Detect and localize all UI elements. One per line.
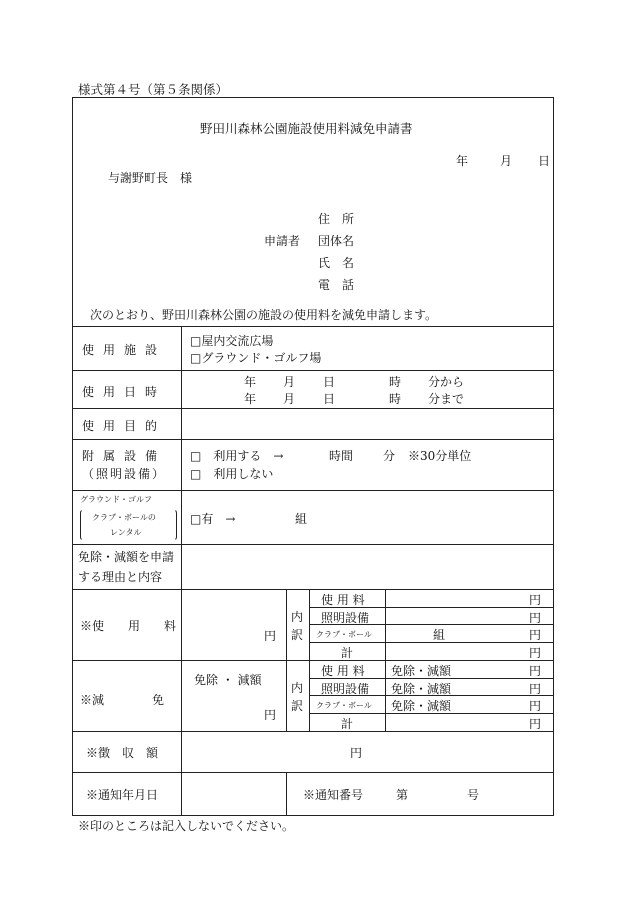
row-divider (72, 731, 554, 732)
breakdown-divider (309, 589, 310, 731)
applicant-group-label: 団体名 (318, 234, 355, 248)
equipment-sublabel: （照明設備） (82, 467, 167, 481)
fee-label: ※使 用 料 (80, 619, 177, 633)
collected-label: ※徴 収 額 (86, 746, 159, 760)
date-day: 日 (538, 154, 551, 168)
addressee: 与謝野町長 様 (108, 171, 193, 185)
datetime-start-day: 日 (323, 375, 336, 389)
reason-label-2: する理由と内容 (78, 570, 163, 584)
row-divider (72, 490, 554, 491)
applicant-label: 申請者 (264, 234, 301, 248)
equipment-label: 附属設備 (82, 449, 167, 463)
golf-sublabel-2: レンタル (110, 528, 142, 537)
notice-divider (286, 772, 287, 815)
exemption-label: ※減 免 (80, 693, 165, 707)
fee-item-yen: 円 (529, 593, 542, 607)
row-divider (72, 660, 554, 661)
golf-sets-unit: 組 (295, 512, 308, 526)
exemption-item-value: 免除・減額 (391, 699, 452, 713)
datetime-start-year: 年 (244, 375, 257, 389)
label-column-divider (181, 326, 182, 815)
exemption-breakdown-label-2: 訳 (291, 699, 304, 713)
footnote: ※印のところは記入しないでください。 (78, 819, 295, 833)
document-title: 野田川森林公園施設使用料減免申請書 (200, 121, 413, 136)
row-divider (72, 370, 554, 371)
datetime-end-minute: 分まで (428, 392, 465, 406)
application-statement: 次のとおり、野田川森林公園の施設の使用料を減免申請します。 (90, 308, 438, 322)
notice-number-label: ※通知番号 (303, 788, 364, 802)
frame-top (72, 97, 554, 98)
fee-breakdown-label-1: 内 (291, 610, 304, 624)
equipment-minutes: 分 (383, 449, 396, 463)
date-month: 月 (500, 154, 513, 168)
equipment-use-option[interactable]: □ 利用する → (190, 449, 284, 463)
exemption-item-name: 計 (341, 717, 354, 731)
datetime-start-minute: 分から (428, 375, 465, 389)
exemption-item-yen: 円 (529, 699, 542, 713)
golf-sublabel-1: クラブ・ボールの (92, 513, 156, 522)
reason-label-1: 免除・減額を申請 (78, 550, 175, 564)
fee-item-value: 組 (433, 628, 446, 642)
row-divider (72, 439, 554, 440)
applicant-phone-label: 電 話 (318, 278, 355, 292)
exemption-choice[interactable]: 免除 ・ 減額 (194, 673, 262, 687)
collected-yen: 円 (350, 746, 363, 760)
facility-option-golf[interactable]: □グラウンド・ゴルフ場 (190, 351, 322, 365)
datetime-end-hour: 時 (389, 392, 402, 406)
breakdown-row-line (309, 642, 554, 643)
exemption-item-name: 使 用 料 (321, 664, 365, 678)
fee-item-name: 照明設備 (321, 611, 370, 625)
frame-right (553, 97, 554, 816)
equipment-unit-note: ※30分単位 (408, 449, 472, 463)
fee-item-yen: 円 (529, 646, 542, 660)
fee-item-yen: 円 (529, 628, 542, 642)
applicant-address-label: 住 所 (318, 212, 355, 226)
row-divider (72, 408, 554, 409)
frame-left (72, 97, 73, 816)
exemption-total-yen: 円 (264, 708, 277, 722)
datetime-label: 使用日時 (82, 385, 167, 399)
equipment-hours: 時間 (329, 449, 354, 463)
fee-total-yen: 円 (264, 629, 277, 643)
fee-item-yen: 円 (529, 611, 542, 625)
exemption-item-value: 免除・減額 (391, 682, 452, 696)
golf-rental-option[interactable]: □有 → (190, 512, 236, 526)
exemption-item-value: 免除・減額 (391, 664, 452, 678)
notice-number-dai: 第 (396, 788, 409, 802)
fee-breakdown-label-2: 訳 (291, 628, 304, 642)
golf-label: グラウンド・ゴルフ (80, 495, 152, 504)
exemption-item-yen: 円 (529, 717, 542, 731)
exemption-item-yen: 円 (529, 664, 542, 678)
row-divider (72, 772, 554, 773)
breakdown-divider (385, 589, 386, 731)
exemption-item-yen: 円 (529, 682, 542, 696)
breakdown-divider (286, 589, 287, 731)
fee-item-name: 計 (341, 646, 354, 660)
notice-date-label: ※通知年月日 (86, 788, 159, 802)
exemption-breakdown-label-1: 内 (291, 681, 304, 695)
row-divider (72, 544, 554, 545)
datetime-end-day: 日 (323, 392, 336, 406)
exemption-item-name: 照明設備 (321, 682, 370, 696)
notice-number-go: 号 (467, 788, 480, 802)
equipment-no-use-option[interactable]: □ 利用しない (190, 467, 274, 481)
datetime-start-hour: 時 (389, 375, 402, 389)
fee-item-name: 使 用 料 (321, 593, 365, 607)
datetime-start-month: 月 (283, 375, 296, 389)
purpose-label: 使用目的 (82, 419, 167, 433)
applicant-name-label: 氏 名 (318, 256, 355, 270)
facility-label: 使用施設 (82, 343, 167, 357)
form-number: 様式第４号（第５条関係） (78, 82, 229, 97)
row-divider (72, 589, 554, 590)
datetime-end-month: 月 (283, 392, 296, 406)
fee-item-name: クラブ・ボール (316, 630, 372, 639)
datetime-end-year: 年 (244, 392, 257, 406)
facility-option-indoor[interactable]: □屋内交流広場 (190, 334, 274, 348)
frame-bottom (72, 815, 554, 816)
row-divider (72, 326, 554, 327)
exemption-item-name: クラブ・ボール (316, 701, 372, 710)
date-year: 年 (456, 154, 469, 168)
